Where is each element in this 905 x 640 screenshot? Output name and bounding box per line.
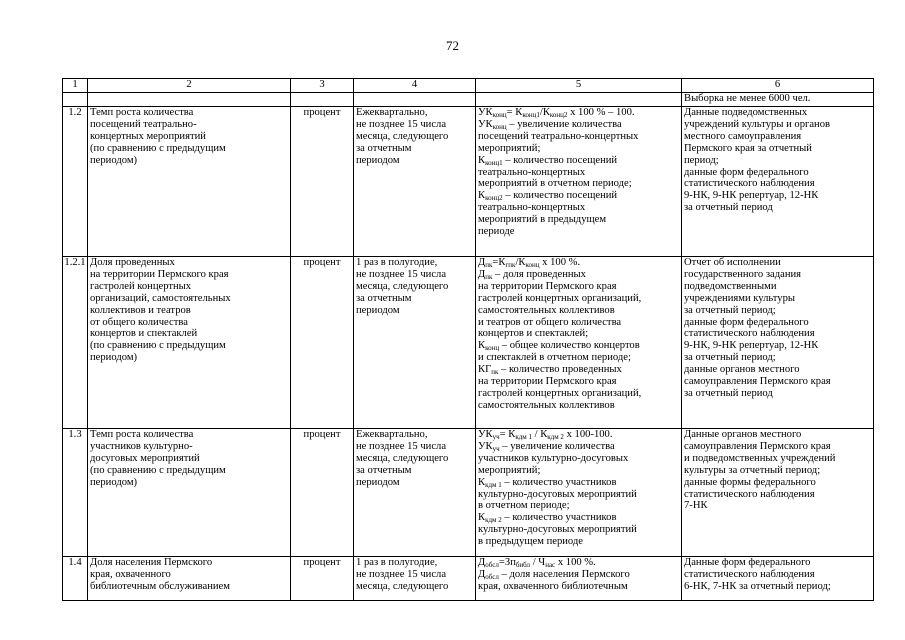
indicator-name: Доля населения Пермского края, охваченного библиотечным обслуживанием [88,557,291,601]
period-cell: 1 раз в полугодие, не позднее 15 числа месяца, следующего за отчетным периодом [354,257,476,429]
formula-cell: $УК_{конц}= К_{конц1}/К_{конц2}$ х 100 % – 100. $УК_{конц}$ – увеличение количества посещений театрально-концертных мероприятий; $К_{конц1}$ – количество посещений театрально-концертных мероприятий в отчетном периоде; $К_{конц2}$ – количество посещений театрально-концертных мероприятий в предыдущем периоде [476,107,682,257]
header-cell: 4 [354,79,476,93]
indicator-name: Темп роста количества участников культурно- досуговых мероприятий (по сравнению с предыдущим периодом) [88,429,291,557]
source-cell: Данные форм федерального статистического наблюдения 6-НК, 7-НК за отчетный период; [682,557,874,601]
header-cell: 2 [88,79,291,93]
indicators-table [62,78,874,601]
row-number: 1.2 [63,107,88,257]
period-cell: Ежеквартально, не позднее 15 числа месяца, следующего за отчетным периодом [354,429,476,557]
formula-cell: $УК_{уч}= К_{кдм 1} / К_{кдм 2}$ х 100-100. $УК_{уч}$ – увеличение количества участников культурно-досуговых мероприятий; $К_{кдм 1}$ – количество участников культурно-досуговых мероприятий в отчетном периоде; $К_{кдм 2}$ – количество участников культурно-досуговых мероприятий в предыдущем периоде [476,429,682,557]
period-cell: Ежеквартально, не позднее 15 числа месяца, следующего за отчетным периодом [354,107,476,257]
indicator-name: Темп роста количества посещений театрально- концертных мероприятий (по сравнению с предыдущим периодом) [88,107,291,257]
unit-cell: процент [291,429,354,557]
table-row [63,557,874,601]
sample-note: Выборка не менее 6000 чел. [682,93,874,107]
row-number: 1.2.1 [63,257,88,429]
unit-cell: процент [291,107,354,257]
source-cell: Отчет об исполнении государственного задания подведомственными учреждениями культуры за отчетный период; данные форм федерального статистического наблюдения 9-НК, 9-НК репертуар, 12-НК за отчетный период; данные органов местного самоуправления Пермского края за отчетный период [682,257,874,429]
indicator-name: Доля проведенных на территории Пермского края гастролей концертных организаций, самостоятельных коллективов и театров от общего количества концертов и спектаклей (по сравнению с предыдущим периодом) [88,257,291,429]
header-cell: 5 [476,79,682,93]
table-row [63,107,874,257]
header-cell: 6 [682,79,874,93]
period-cell: 1 раз в полугодие, не позднее 15 числа месяца, следующего [354,557,476,601]
continuation-row [63,93,874,107]
source-cell: Данные подведомственных учреждений культуры и органов местного самоуправления Пермского края за отчетный период; данные форм федерального статистического наблюдения 9-НК, 9-НК репертуар, 12-НК за отчетный период [682,107,874,257]
unit-cell: процент [291,557,354,601]
table-row [63,257,874,429]
unit-cell: процент [291,257,354,429]
page-number: 72 [446,38,459,53]
table-header-row [63,79,874,93]
source-cell: Данные органов местного самоуправления Пермского края и подведомственных учреждений культуры за отчетный период; данные формы федерального статистического наблюдения 7-НК [682,429,874,557]
row-number: 1.3 [63,429,88,557]
header-cell: 1 [63,79,88,93]
formula-cell: $Д_{пк}=К_{гпк}/К_{конц}$ х 100 %. $Д_{пк}$ – доля проведенных на территории Пермского края гастролей концертных организаций, самостоятельных коллективов и театров от общего количества концертов и спектаклей; $К_{конц}$ – общее количество концертов и спектаклей в отчетном периоде; $КГ_{пк}$ – количество проведенных на территории Пермского края гастролей концертных организаций, самостоятельных коллективов [476,257,682,429]
header-cell: 3 [291,79,354,93]
row-number: 1.4 [63,557,88,601]
formula-cell: $Д_{обсл}=Зп_{библ} / Ч_{нас}$ х 100 %. $Д_{обсл}$ – доля населения Пермского края, охваченного библиотечным [476,557,682,601]
table-row [63,429,874,557]
